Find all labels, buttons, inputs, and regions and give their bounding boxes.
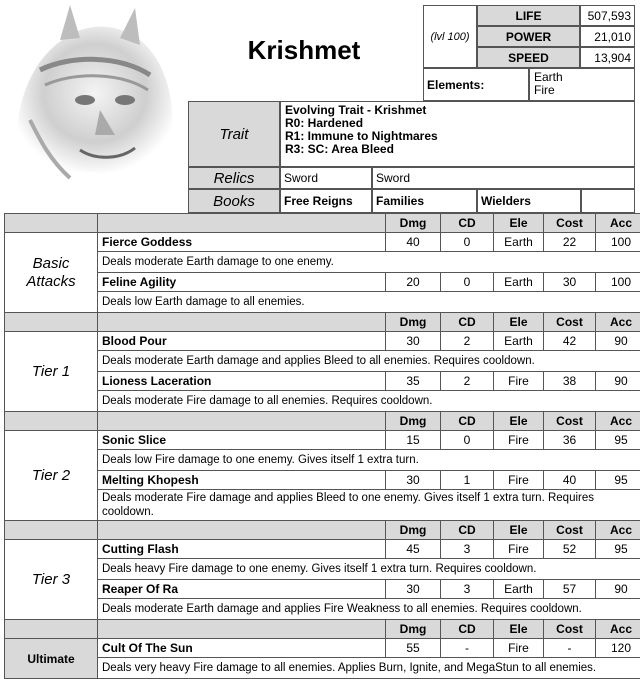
skill-cost: 42 [544, 332, 596, 351]
skill-dmg: 55 [386, 639, 441, 658]
skill-description: Deals moderate Earth damage and applies Bleed to all enemies. Requires cooldown. [98, 351, 640, 372]
column-header-dmg: Dmg [386, 620, 441, 639]
skill-row [5, 639, 640, 658]
element-earth: Earth [534, 71, 630, 84]
skill-description: Deals moderate Fire damage and applies Bleed to one enemy. Gives itself 1 extra turn. Requires cooldown. [98, 490, 640, 521]
skill-cost: 57 [544, 580, 596, 599]
tier-label [5, 233, 98, 313]
column-header-ele: Ele [494, 214, 544, 233]
skill-dmg: 40 [386, 233, 441, 252]
skill-ele: Earth [494, 273, 544, 292]
column-header-cd: CD [441, 412, 494, 431]
column-header-ele: Ele [494, 620, 544, 639]
skill-cd: 0 [441, 431, 494, 450]
skill-acc: 95 [596, 431, 640, 450]
skill-description: Deals moderate Earth damage to one enemy. [98, 252, 640, 273]
tier-label-line: Ultimate [9, 650, 93, 668]
skill-cost: 36 [544, 431, 596, 450]
skill-acc: 90 [596, 372, 640, 391]
skill-description: Deals moderate Earth damage and applies Fire Weakness to all enemies. Requires cooldown. [98, 599, 640, 620]
skill-cd: 3 [441, 540, 494, 559]
skill-dmg: 35 [386, 372, 441, 391]
skill-name: Lioness Laceration [98, 372, 386, 391]
skill-row [5, 540, 640, 559]
column-header-cd: CD [441, 214, 494, 233]
column-header-ele: Ele [494, 313, 544, 332]
trait-title: Evolving Trait - Krishmet [285, 104, 630, 117]
skill-row [5, 332, 640, 351]
column-header-dmg: Dmg [386, 313, 441, 332]
skill-desc-row [5, 490, 640, 521]
skill-desc-row [5, 658, 640, 679]
skill-cd: 0 [441, 233, 494, 252]
stat-value-life: 507,593 [580, 5, 635, 26]
header-blank [5, 214, 98, 233]
skill-ele: Fire [494, 639, 544, 658]
skill-row [5, 273, 640, 292]
elements-label: Elements: [423, 68, 529, 101]
skill-cd: 2 [441, 372, 494, 391]
skill-name: Melting Khopesh [98, 471, 386, 490]
header-blank [98, 313, 386, 332]
column-header-acc: Acc [596, 412, 640, 431]
skill-cd: 0 [441, 273, 494, 292]
skill-acc: 100 [596, 273, 640, 292]
header-blank [5, 620, 98, 639]
skill-name: Cutting Flash [98, 540, 386, 559]
skill-cost: 52 [544, 540, 596, 559]
skill-dmg: 45 [386, 540, 441, 559]
skill-dmg: 30 [386, 580, 441, 599]
skill-cost: - [544, 639, 596, 658]
relics-label: Relics [188, 167, 280, 189]
column-header-cd: CD [441, 313, 494, 332]
skill-name: Sonic Slice [98, 431, 386, 450]
column-header-cost: Cost [544, 214, 596, 233]
skill-description: Deals moderate Fire damage to all enemies. Requires cooldown. [98, 391, 640, 412]
level-cell [423, 5, 477, 68]
relic-2: Sword [372, 167, 635, 189]
hero-level: (lvl 100) [424, 6, 476, 67]
hero-portrait-image [0, 0, 186, 186]
tier-label-line: Tier 1 [9, 363, 93, 381]
skill-dmg: 30 [386, 471, 441, 490]
column-header-acc: Acc [596, 313, 640, 332]
skill-dmg: 30 [386, 332, 441, 351]
skill-ele: Earth [494, 332, 544, 351]
skill-desc-row [5, 391, 640, 412]
column-header-cost: Cost [544, 521, 596, 540]
column-header-cd: CD [441, 521, 494, 540]
skill-ele: Fire [494, 431, 544, 450]
skill-dmg: 20 [386, 273, 441, 292]
skill-description: Deals heavy Fire damage to one enemy. Gives itself 1 extra turn. Requires cooldown. [98, 559, 640, 580]
elements-values [529, 68, 635, 101]
skills-table [4, 213, 640, 679]
stat-value-power: 21,010 [580, 26, 635, 47]
tier-header-row [5, 412, 640, 431]
header-blank [98, 521, 386, 540]
trait-line-r3: R3: SC: Area Bleed [285, 143, 630, 156]
column-header-acc: Acc [596, 521, 640, 540]
skill-ele: Earth [494, 233, 544, 252]
element-fire: Fire [534, 84, 630, 97]
header-blank [98, 412, 386, 431]
skill-row [5, 372, 640, 391]
skill-name: Cult Of The Sun [98, 639, 386, 658]
header-blank [98, 214, 386, 233]
column-header-acc: Acc [596, 214, 640, 233]
skill-acc: 100 [596, 233, 640, 252]
tier-label-line: Tier 2 [9, 467, 93, 485]
tier-header-row [5, 521, 640, 540]
skill-ele: Earth [494, 580, 544, 599]
tier-header-row [5, 313, 640, 332]
tier-label [5, 639, 98, 679]
column-header-cost: Cost [544, 412, 596, 431]
trait-content [280, 101, 635, 167]
skill-desc-row [5, 252, 640, 273]
skill-desc-row [5, 351, 640, 372]
skill-ele: Fire [494, 540, 544, 559]
skill-name: Reaper Of Ra [98, 580, 386, 599]
column-header-ele: Ele [494, 521, 544, 540]
skill-description: Deals low Earth damage to all enemies. [98, 292, 640, 313]
skill-acc: 90 [596, 580, 640, 599]
skill-cost: 40 [544, 471, 596, 490]
stat-label-power: POWER [477, 26, 580, 47]
skill-desc-row [5, 450, 640, 471]
skill-row [5, 233, 640, 252]
skill-cd: - [441, 639, 494, 658]
skill-name: Fierce Goddess [98, 233, 386, 252]
skill-cost: 38 [544, 372, 596, 391]
stat-label-speed: SPEED [477, 47, 580, 68]
skill-dmg: 15 [386, 431, 441, 450]
tier-label-line: Tier 3 [9, 571, 93, 589]
column-header-cd: CD [441, 620, 494, 639]
column-header-ele: Ele [494, 412, 544, 431]
tier-label [5, 332, 98, 412]
skill-cd: 1 [441, 471, 494, 490]
skill-cd: 2 [441, 332, 494, 351]
skill-row [5, 431, 640, 450]
skill-row [5, 471, 640, 490]
books-label: Books [188, 189, 280, 213]
tier-header-row [5, 214, 640, 233]
header-blank [5, 412, 98, 431]
skill-description: Deals very heavy Fire damage to all enemies. Applies Burn, Ignite, and MegaStun to all enemies. [98, 658, 640, 679]
skill-desc-row [5, 292, 640, 313]
column-header-cost: Cost [544, 313, 596, 332]
column-header-dmg: Dmg [386, 521, 441, 540]
relic-1: Sword [280, 167, 372, 189]
book-1: Free Reigns [280, 189, 372, 213]
trait-line-r0: R0: Hardened [285, 117, 630, 130]
column-header-acc: Acc [596, 620, 640, 639]
skill-name: Blood Pour [98, 332, 386, 351]
header-blank [5, 521, 98, 540]
skill-ele: Fire [494, 471, 544, 490]
header-blank [5, 313, 98, 332]
skill-desc-row [5, 559, 640, 580]
column-header-dmg: Dmg [386, 214, 441, 233]
book-3: Wielders [477, 189, 581, 213]
column-header-dmg: Dmg [386, 412, 441, 431]
header-blank [98, 620, 386, 639]
skill-description: Deals low Fire damage to one enemy. Gives itself 1 extra turn. [98, 450, 640, 471]
skill-desc-row [5, 599, 640, 620]
hero-name: Krishmet [186, 0, 422, 100]
book-2: Families [372, 189, 477, 213]
stat-label-life: LIFE [477, 5, 580, 26]
book-empty [581, 189, 635, 213]
skill-name: Feline Agility [98, 273, 386, 292]
trait-line-r1: R1: Immune to Nightmares [285, 130, 630, 143]
column-header-cost: Cost [544, 620, 596, 639]
hero-portrait [0, 0, 186, 186]
trait-label: Trait [188, 101, 280, 167]
tier-header-row [5, 620, 640, 639]
skill-cost: 22 [544, 233, 596, 252]
skill-ele: Fire [494, 372, 544, 391]
stat-value-speed: 13,904 [580, 47, 635, 68]
tier-label [5, 431, 98, 521]
skill-cost: 30 [544, 273, 596, 292]
skill-acc: 90 [596, 332, 640, 351]
skill-cd: 3 [441, 580, 494, 599]
skill-acc: 120 [596, 639, 640, 658]
skill-acc: 95 [596, 471, 640, 490]
tier-label-line: Attacks [9, 273, 93, 291]
skill-acc: 95 [596, 540, 640, 559]
skill-row [5, 580, 640, 599]
tier-label-line: Basic [9, 255, 93, 273]
tier-label [5, 540, 98, 620]
